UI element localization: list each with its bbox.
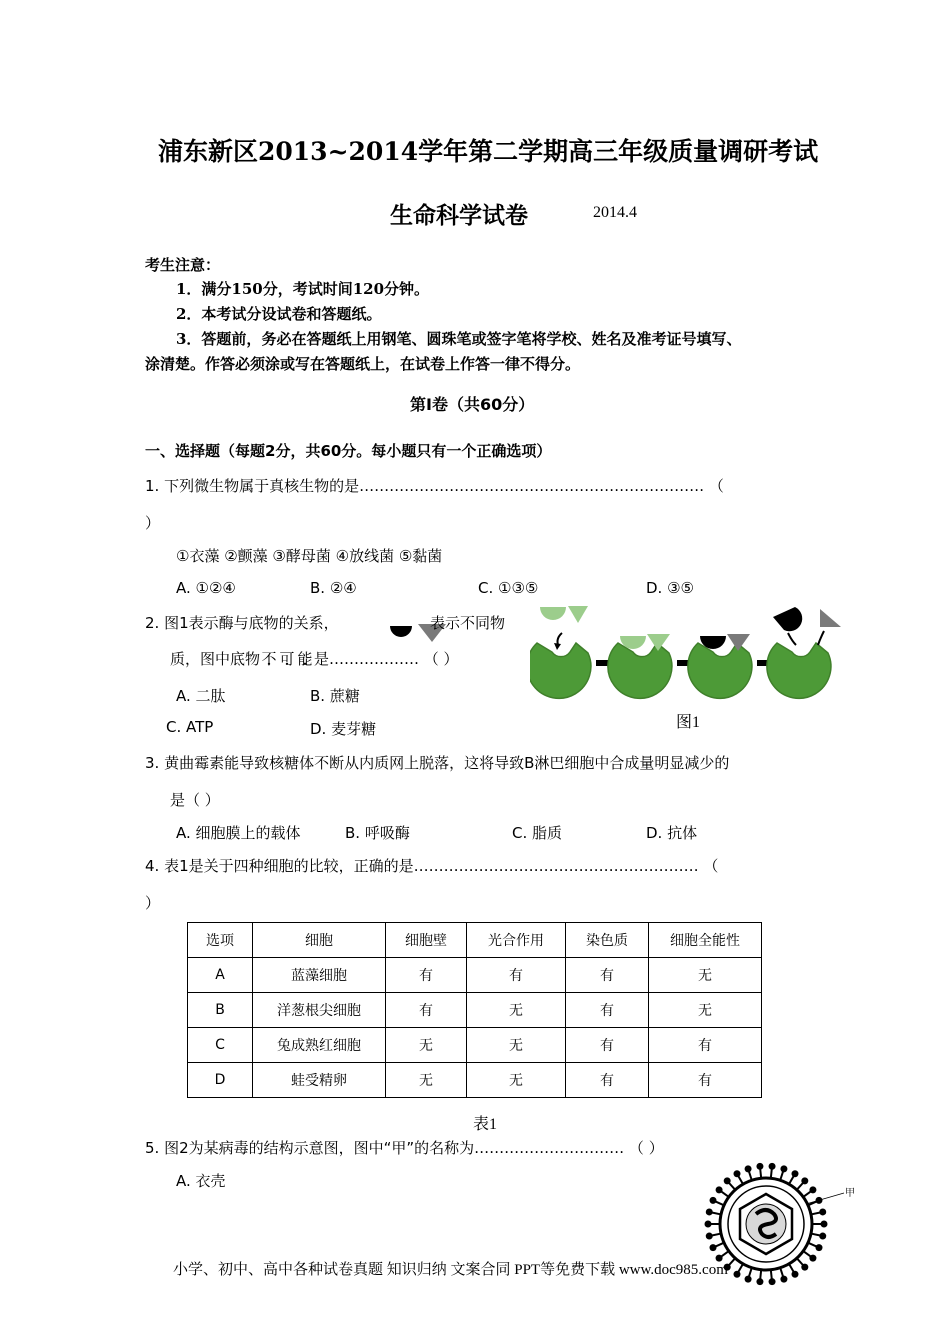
notice-item-3-cont: 涂清楚。作答必须涂或写在答题纸上，在试卷上作答一律不得分。 xyxy=(145,355,581,373)
table-row xyxy=(188,958,762,993)
virus-spike-knob xyxy=(792,1271,799,1278)
virus-spike xyxy=(771,1168,772,1178)
exam-date: 2014.4 xyxy=(593,204,637,221)
q5-stem: 5. 图2为某病毒的结构示意图，图中“甲”的名称为………………………… （ ） xyxy=(145,1139,664,1157)
virus-spike-knob xyxy=(710,1197,717,1204)
virus-spike-knob xyxy=(792,1170,799,1177)
virus-spike-knob xyxy=(769,1163,776,1170)
table-header-cell: 细胞 xyxy=(253,923,386,958)
table-cell: B xyxy=(188,993,253,1028)
table-cell: 有 xyxy=(566,1063,649,1098)
notice-item-1: 1．满分150分，考试时间120分钟。 xyxy=(176,280,430,298)
q1-option-c: C. ①③⑤ xyxy=(478,579,539,597)
virus-spike xyxy=(811,1234,821,1236)
table-cell: 无 xyxy=(386,1028,467,1063)
q3-line2: 是（ ） xyxy=(170,791,220,809)
q1-option-b: B. ②④ xyxy=(310,579,357,597)
notice-heading: 考生注意： xyxy=(145,256,221,274)
virus-spike xyxy=(780,1171,783,1181)
enzyme-cell xyxy=(688,643,752,698)
q5-option-a: A. 衣壳 xyxy=(176,1172,226,1190)
label-jia: 甲 xyxy=(845,1188,855,1199)
release-arrow xyxy=(818,631,824,645)
table-1-caption: 表1 xyxy=(473,1116,498,1133)
binding-arrowhead xyxy=(554,643,561,650)
virus-spike-knob xyxy=(734,1271,741,1278)
page-subtitle: 生命科学试卷 xyxy=(390,202,528,229)
virus-spike xyxy=(797,1258,804,1265)
table-cell: 兔成熟红细胞 xyxy=(253,1028,386,1063)
virus-spike-knob xyxy=(801,1177,808,1184)
virus-spike-knob xyxy=(706,1233,713,1240)
binding-arrow xyxy=(558,633,563,645)
virus-spike-knob xyxy=(801,1264,808,1271)
pale-substrate-triangle xyxy=(647,634,670,651)
virus-spike xyxy=(738,1264,743,1273)
table-cell: A xyxy=(188,958,253,993)
virus-spike xyxy=(811,1212,821,1214)
table-header-row xyxy=(188,923,762,958)
pale-substrate-triangle xyxy=(568,606,588,623)
virus-spike-knob xyxy=(756,1278,763,1285)
q1-stem: 1. 下列微生物属于真核生物的是…………………………………………………………… （ xyxy=(145,477,724,495)
virus-spike-knob xyxy=(706,1208,713,1215)
q4-close: ） xyxy=(145,894,161,912)
q2-line2-a: 质，图中底物 xyxy=(170,650,261,668)
table-row xyxy=(188,1063,762,1098)
virus-spike-knob xyxy=(745,1276,752,1283)
virus-spike-knob xyxy=(769,1278,776,1285)
table-header-cell: 选项 xyxy=(188,923,253,958)
q1-option-d: D. ③⑤ xyxy=(646,579,694,597)
table-header-cell: 光合作用 xyxy=(467,923,566,958)
virus-spike xyxy=(711,1234,721,1236)
table-cell: 无 xyxy=(649,993,762,1028)
label-pointer xyxy=(806,1193,844,1204)
pale-substrate-semicircle xyxy=(540,607,566,620)
q2-stem-cont: 表示不同物 xyxy=(430,614,506,632)
virus-spike xyxy=(771,1270,772,1280)
virus-spike-knob xyxy=(756,1163,763,1170)
released-grey-substrate xyxy=(820,609,841,627)
virus-spike-knob xyxy=(745,1165,752,1172)
q2-stem: 2. 图1表示酶与底物的关系， xyxy=(145,614,339,632)
table-header-cell: 染色质 xyxy=(566,923,649,958)
table-cell: 蛙受精卵 xyxy=(253,1063,386,1098)
emphasis-char: 不 xyxy=(261,650,277,668)
virus-spike-knob xyxy=(809,1255,816,1262)
q2-option-b: B. 蔗糖 xyxy=(310,687,360,705)
virus-spike xyxy=(729,1258,736,1265)
q3-option-c: C. 脂质 xyxy=(512,824,563,842)
virus-spike-knob xyxy=(705,1221,712,1228)
virus-spike xyxy=(738,1176,743,1185)
notice-item-3: 3．答题前，务必在答题纸上用钢笔、圆珠笔或签字笔将学校、姓名及准考证号填写、 xyxy=(176,330,742,348)
virus-spike-knob xyxy=(819,1208,826,1215)
enzyme-cell xyxy=(530,643,591,698)
dark-substrate-shape xyxy=(390,626,412,637)
virus-spike-knob xyxy=(724,1177,731,1184)
table-cell: 有 xyxy=(467,958,566,993)
virus-spike-knob xyxy=(710,1244,717,1251)
q2-option-a: A. 二肽 xyxy=(176,687,226,705)
part-title: 第Ⅰ卷（共60分） xyxy=(410,395,535,414)
release-arrow xyxy=(788,633,796,645)
virus-spike xyxy=(729,1182,736,1189)
table-cell: D xyxy=(188,1063,253,1098)
table-cell: 有 xyxy=(566,958,649,993)
virus-spike xyxy=(760,1270,761,1280)
table-cell: 蓝藻细胞 xyxy=(253,958,386,993)
table-cell: 有 xyxy=(566,1028,649,1063)
virus-spike xyxy=(797,1182,804,1189)
table-cell: 有 xyxy=(649,1063,762,1098)
q3-option-d: D. 抗体 xyxy=(646,824,698,842)
table-cell: 无 xyxy=(467,1028,566,1063)
table-row xyxy=(188,1028,762,1063)
table-cell: 无 xyxy=(467,1063,566,1098)
virus-spike-knob xyxy=(780,1276,787,1283)
virus-spike xyxy=(789,1264,794,1273)
virus-spike xyxy=(749,1171,752,1181)
table-cell: 无 xyxy=(386,1063,467,1098)
figure-1-caption: 图1 xyxy=(676,714,701,731)
footer-text: 小学、初中、高中各种试卷真题 知识归纳 文案合同 PPT等免费下载 www.doc985.com xyxy=(173,1262,728,1278)
virus-spike-knob xyxy=(821,1221,828,1228)
table-cell: 无 xyxy=(467,993,566,1028)
table-cell: C xyxy=(188,1028,253,1063)
virus-spike xyxy=(711,1212,721,1214)
section-heading: 一、选择题（每题2分，共60分。每小题只有一个正确选项） xyxy=(145,442,552,460)
grey-substrate-triangle xyxy=(727,634,750,651)
table-cell: 有 xyxy=(386,993,467,1028)
virus-spike-knob xyxy=(809,1186,816,1193)
released-dark-substrate xyxy=(773,607,802,631)
table-header-cell: 细胞壁 xyxy=(386,923,467,958)
virus-spike-knob xyxy=(780,1165,787,1172)
q2-line2-b: 是……………… （ ） xyxy=(314,650,459,668)
virus-spike-knob xyxy=(734,1170,741,1177)
table-cell: 有 xyxy=(386,958,467,993)
page-title: 浦东新区2013~2014学年第二学期高三年级质量调研考试 xyxy=(158,137,819,166)
q1-items: ①衣藻 ②颤藻 ③酵母菌 ④放线菌 ⑤黏菌 xyxy=(176,547,443,565)
q2-line2 xyxy=(170,648,459,669)
q1-close: ） xyxy=(145,514,161,532)
table-row xyxy=(188,993,762,1028)
notice-item-2: 2．本考试分设试卷和答题纸。 xyxy=(176,305,382,323)
emphasis-char: 可 xyxy=(279,650,295,668)
enzyme-cell xyxy=(608,643,672,698)
emphasis-char: 能 xyxy=(297,650,313,668)
virus-spike-knob xyxy=(819,1233,826,1240)
virus-spike xyxy=(789,1176,794,1185)
table-cell: 无 xyxy=(649,958,762,993)
table-cell: 洋葱根尖细胞 xyxy=(253,993,386,1028)
virus-spike-knob xyxy=(815,1244,822,1251)
enzyme-cell xyxy=(767,643,831,698)
q3-option-b: B. 呼吸酶 xyxy=(345,824,410,842)
q1-option-a: A. ①②④ xyxy=(176,579,236,597)
virus-spike-knob xyxy=(716,1186,723,1193)
figure-1-enzyme-diagram xyxy=(530,603,845,703)
table-cell: 有 xyxy=(566,993,649,1028)
table-1 xyxy=(187,922,762,1098)
q3-option-a: A. 细胞膜上的载体 xyxy=(176,824,301,842)
q4-stem: 4. 表1是关于四种细胞的比较，正确的是………………………………………………… （ xyxy=(145,857,719,875)
table-header-cell: 细胞全能性 xyxy=(649,923,762,958)
table-cell: 有 xyxy=(649,1028,762,1063)
q2-option-c: C. ATP xyxy=(166,718,214,736)
q2-option-d: D. 麦芽糖 xyxy=(310,720,377,738)
q3-stem: 3. 黄曲霉素能导致核糖体不断从内质网上脱落，这将导致B淋巴细胞中合成量明显减少的 xyxy=(145,754,730,772)
virus-spike xyxy=(760,1168,761,1178)
